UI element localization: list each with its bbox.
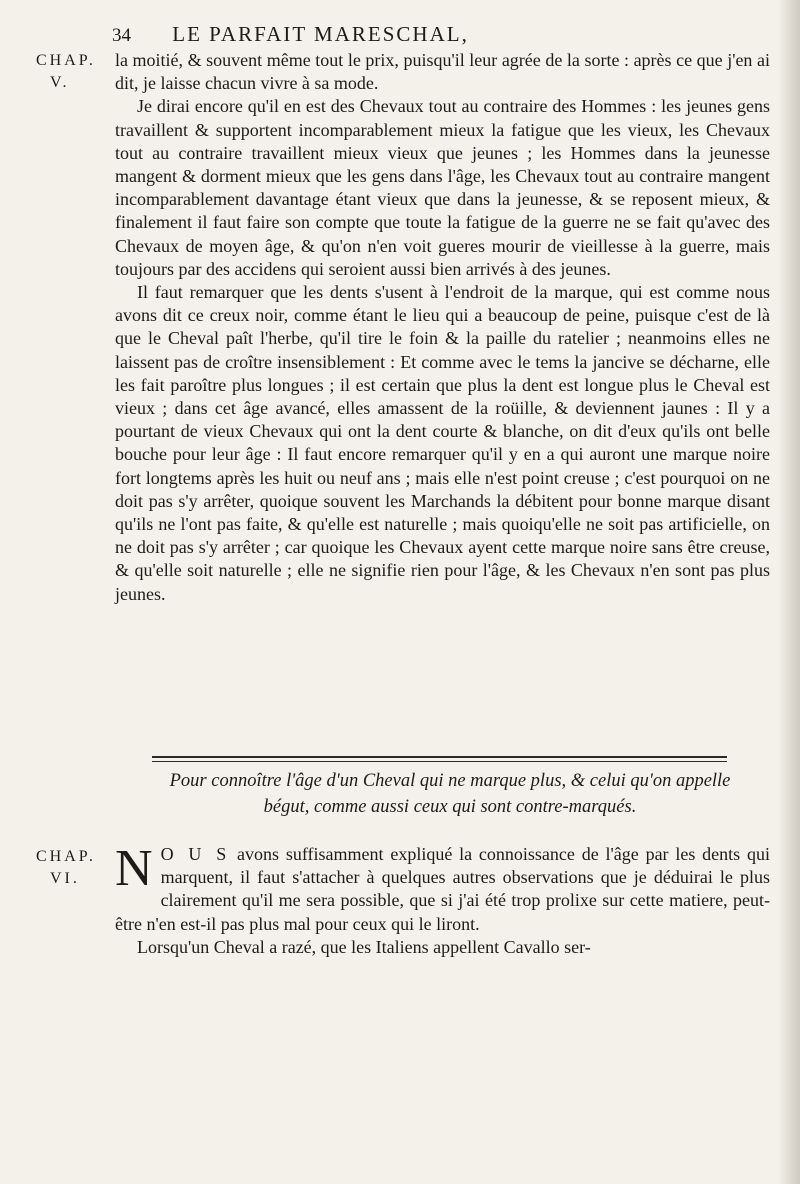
paragraph [115, 840, 770, 936]
lead-caps: O U S [160, 844, 231, 864]
paragraph: la moitié, & souvent même tout le prix, puisqu'il leur agrée de la sorte : après ce que j'en ai dit, je laisse chacun vivre à sa mode. [115, 50, 770, 94]
paragraph: Il faut remarquer que les dents s'usent à l'endroit de la marque, qui est comme nous avons dit ce creux noir, comme étant le lieu qui a beaucoup de peine, puisque c'est de là que le Cheval paît l'herbe, qu'il tire le foin & la paille du ratelier ; neanmoins elles ne laissent pas de croître insensiblement : Et comme avec le tems la jancive se décharne, elle les fait paroître plus longues ; il est certain que plus la dent est longue plus le Cheval est vieux ; dans cet âge avancé, elles amassent de la roüille, & deviennent jaunes : Il y a pourtant de vieux Chevaux qui ont la dent courte & blanche, on dit d'eux qu'ils ont belle bouche pour leur âge : Il faut encore remarquer qu'il y en a qui auront une marque noire fort longtems après les huit ou neuf ans ; mais elle n'est point creuse ; c'est pourquoi on ne doit pas s'y arrêter, quoique souvent les Marchands la débitent pour bonne marque disant qu'ils ne l'ont pas faite, & qu'elle est naturelle ; mais quoiqu'elle ne soit pas artificielle, on ne doit pas s'y arrêter ; car quoique les Chevaux ayent cette marque noire sans être creuse, & qu'elle soit naturelle ; elle ne signifie rien pour l'âge, & les Chevaux n'en sont pas plus jeunes. [115, 282, 770, 604]
running-title: LE PARFAIT MARESCHAL, [172, 22, 469, 46]
page-number: 34 [112, 25, 131, 46]
running-header [112, 22, 712, 47]
margin-chap-label: CHAP. [36, 52, 96, 69]
paragraph: Lorsqu'un Cheval a razé, que les Italiens appellent Cavallo ser- [137, 936, 591, 957]
section-body-1 [115, 49, 770, 606]
margin-chap-number: V. [50, 74, 70, 91]
margin-chap-number: VI. [50, 870, 80, 887]
page-edge-shadow [778, 0, 800, 1184]
margin-chapter-v [36, 50, 96, 94]
section-body-2 [115, 840, 770, 959]
paragraph-text: avons suffisamment expliqué la connoissance de l'âge par les dents qui marquent, il faut s'attacher à quelques autres observations que je déduirai le plus clairement qu'il me sera possible, que si j'ai été trop prolixe sur cette matiere, peut-être n'en est-il pas plus mal pour ceux qui le liront. [115, 844, 770, 934]
paragraph: Je dirai encore qu'il en est des Chevaux tout au contraire des Hommes : les jeunes gens travaillent & supportent incomparablement mieux la fatigue que les vieux, les Chevaux tout au contraire travaillent mieux vieux que jeunes ; les Hommes dans la jeunesse mangent & dorment mieux que les gens dans l'âge, les Chevaux tout au contraire mangent incomparablement davantage étant vieux que dans la jeunesse, & se reposent mieux, & finalement il faut faire son compte que toute la fatigue de la guerre ne se fait qu'avec des Chevaux de moyen âge, & qu'on n'en voit gueres mourir de vieillesse à la guerre, mais toujours par des accidens qui seroient aussi bien arrivés à des jeunes. [115, 96, 770, 279]
section-heading: Pour connoître l'âge d'un Cheval qui ne marque plus, & celui qu'on appelle bégut, comme aussi ceux qui sont contre-marqués. [169, 771, 731, 817]
margin-chap-label: CHAP. [36, 848, 96, 865]
section-divider [152, 756, 727, 762]
margin-chapter-vi [36, 846, 96, 890]
drop-cap: N [115, 840, 153, 897]
